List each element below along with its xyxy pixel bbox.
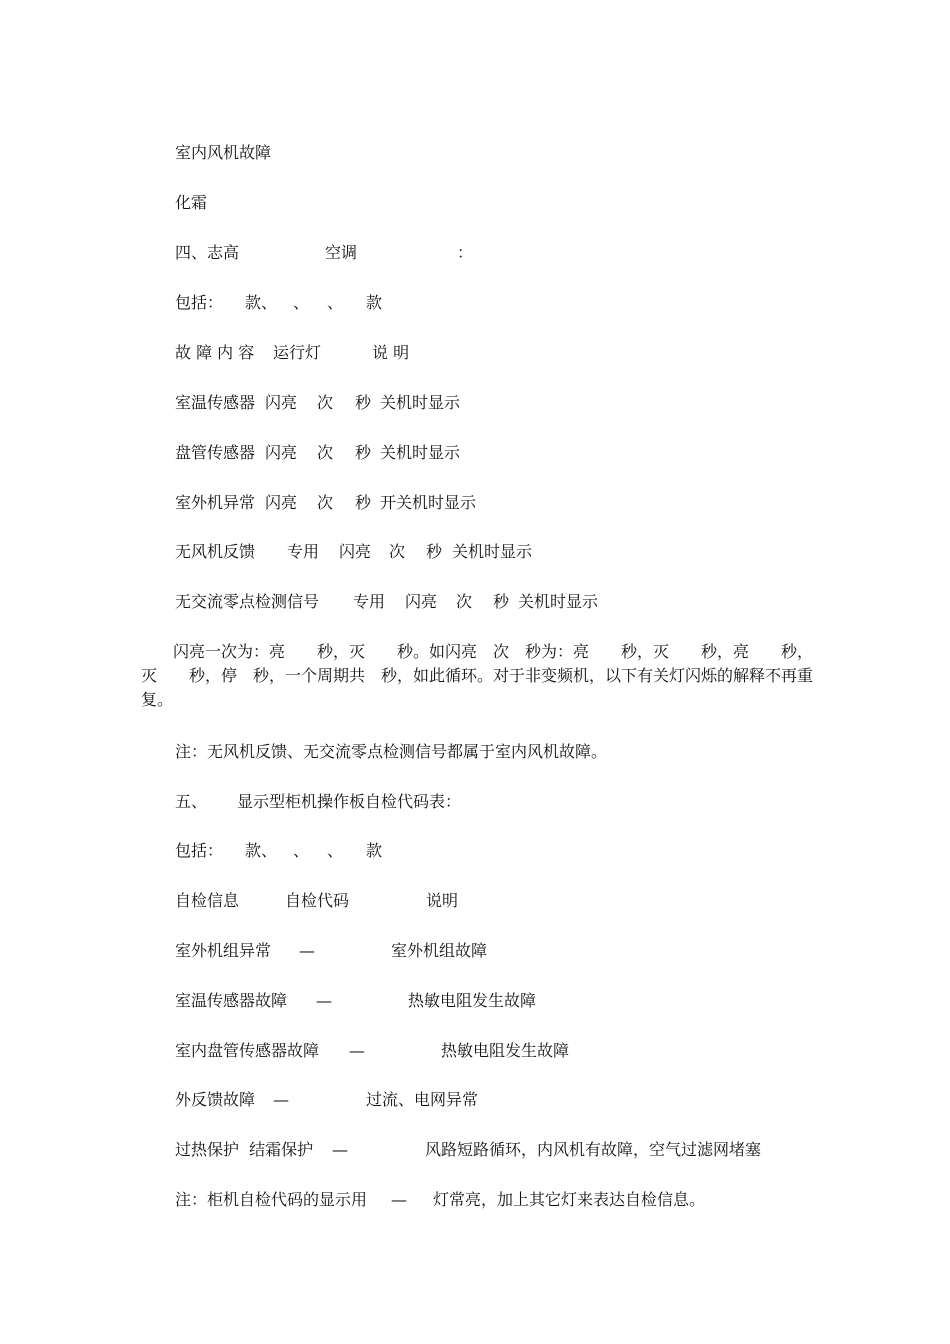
note-suffix: 灯常亮，加上其它灯来表达自检信息。 (433, 1190, 706, 1209)
includes-item: 、 (293, 841, 310, 860)
self-check-info: 过热保护 结霜保护 (175, 1140, 314, 1159)
includes-line (175, 839, 415, 863)
header-info: 自检信息 (175, 891, 240, 910)
table-row (175, 441, 475, 465)
includes-item: 款 (366, 293, 383, 312)
header-fault: 故 障 内 容 (175, 343, 255, 362)
seconds-label: 秒 (355, 493, 372, 512)
heading-colon: ： (457, 243, 474, 262)
table-header (175, 889, 475, 913)
note-cabinet-self-check (175, 1188, 735, 1212)
header-note: 说 明 (372, 343, 410, 362)
includes-label: 包括： (175, 293, 224, 312)
text-line: 室内风机故障 (175, 143, 272, 162)
section-5-heading (175, 790, 495, 814)
heading-text: 空调 (325, 243, 358, 262)
self-check-info: 室外机组异常 (175, 941, 272, 960)
flash-label: 闪亮 (339, 542, 372, 561)
table-row (175, 1088, 495, 1112)
includes-item: 、 (293, 293, 310, 312)
heading-title: 显示型柜机操作板自检代码表： (237, 792, 462, 811)
header-code: 自检代码 (285, 891, 350, 910)
flash-label: 闪亮 (265, 393, 298, 412)
dedicated-label: 专用 (353, 592, 386, 611)
code-dash: — (349, 1041, 365, 1060)
times-label: 次 (456, 592, 473, 611)
fault-desc: 关机时显示 (452, 542, 533, 561)
flash-label: 闪亮 (265, 493, 298, 512)
header-light: 运行灯 (273, 343, 322, 362)
seconds-label: 秒 (493, 592, 510, 611)
seconds-label: 秒 (355, 443, 372, 462)
includes-item: 、 (327, 293, 344, 312)
self-check-desc: 过流、电网异常 (366, 1090, 479, 1109)
code-dash: — (273, 1090, 289, 1109)
flash-label: 闪亮 (405, 592, 438, 611)
times-label: 次 (317, 393, 334, 412)
fault-name: 无交流零点检测信号 (175, 592, 320, 611)
includes-item: 款 (366, 841, 383, 860)
header-note: 说明 (426, 891, 459, 910)
fault-desc: 关机时显示 (380, 443, 461, 462)
section-4-heading (175, 241, 495, 265)
includes-label: 包括： (175, 841, 224, 860)
fault-desc: 关机时显示 (380, 393, 461, 412)
flash-label: 闪亮 (265, 443, 298, 462)
includes-item: 款、 (245, 841, 278, 860)
table-row (175, 939, 515, 963)
self-check-desc: 室外机组故障 (391, 941, 488, 960)
seconds-label: 秒 (355, 393, 372, 412)
code-dash: — (332, 1140, 348, 1159)
fault-desc: 关机时显示 (518, 592, 599, 611)
heading-text: 四、志高 (175, 243, 240, 262)
fault-desc: 开关机时显示 (380, 493, 477, 512)
fault-name: 室外机异常 (175, 493, 256, 512)
self-check-desc: 热敏电阻发生故障 (441, 1041, 570, 1060)
heading-number: 五、 (175, 792, 208, 811)
code-dash: — (316, 991, 332, 1010)
dedicated-label: 专用 (287, 542, 320, 561)
table-row (175, 540, 555, 564)
table-row (175, 491, 495, 515)
table-row (175, 1138, 795, 1162)
fault-name: 盘管传感器 (175, 443, 256, 462)
table-row (175, 391, 475, 415)
self-check-info: 室内盘管传感器故障 (175, 1041, 320, 1060)
self-check-info: 外反馈故障 (175, 1090, 256, 1109)
self-check-desc: 热敏电阻发生故障 (408, 991, 537, 1010)
note-fan-fault: 注：无风机反馈、无交流零点检测信号都属于室内风机故障。 (175, 742, 608, 761)
self-check-desc: 风路短路循环，内风机有故障，空气过滤网堵塞 (425, 1140, 762, 1159)
includes-item: 款、 (245, 293, 278, 312)
includes-line (175, 291, 415, 315)
times-label: 次 (317, 493, 334, 512)
code-dash: — (391, 1190, 407, 1209)
note-prefix: 注：柜机自检代码的显示用 (175, 1190, 368, 1209)
table-row (175, 590, 615, 614)
includes-item: 、 (327, 841, 344, 860)
blink-explanation-paragraph: 闪亮一次为：亮 秒，灭 秒。如闪亮 次 秒为：亮 秒，灭 秒，亮 秒，灭 秒，停 秒，一个周期共 秒，如此循环。对于非变频机，以下有关灯闪烁的解释不再重复。 (141, 642, 814, 709)
table-header (175, 341, 435, 365)
fault-name: 室温传感器 (175, 393, 256, 412)
times-label: 次 (317, 443, 334, 462)
table-row (175, 989, 555, 1013)
self-check-info: 室温传感器故障 (175, 991, 288, 1010)
code-dash: — (299, 941, 315, 960)
table-row (175, 1039, 585, 1063)
seconds-label: 秒 (426, 542, 443, 561)
text-line: 化霜 (175, 193, 208, 212)
times-label: 次 (389, 542, 406, 561)
fault-name: 无风机反馈 (175, 542, 256, 561)
